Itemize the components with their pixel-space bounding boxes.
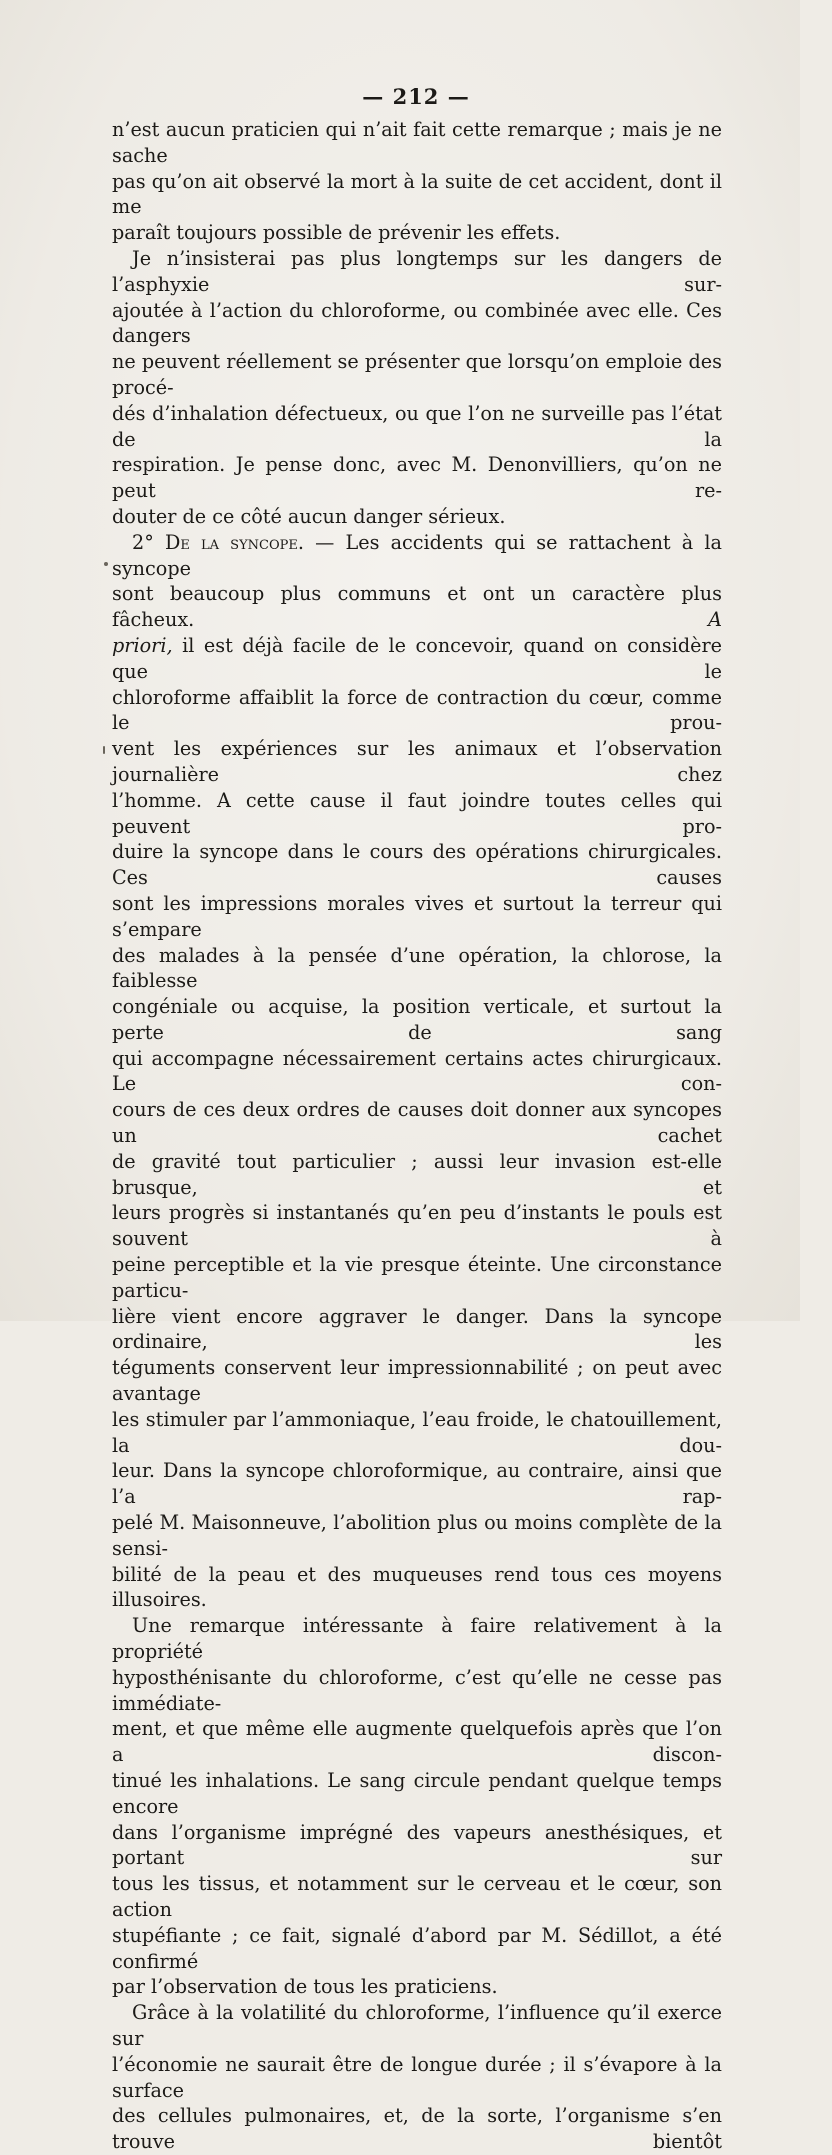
- text-line: douter de ce côté aucun danger sérieux.: [112, 504, 506, 528]
- text-line: par l’observation de tous les praticiens.: [112, 1975, 498, 1999]
- text-line: duire la syncope dans le cours des opérations chirurgicales. Ces causes: [112, 840, 722, 890]
- section-heading-line: [112, 530, 722, 582]
- text-line: pelé M. Maisonneuve, l’abolition plus ou moins complète de la sensi-: [112, 1511, 722, 1560]
- text-fragment: sont beaucoup plus communs et ont un caractère plus fâcheux.: [112, 582, 722, 632]
- paragraph-3: [112, 530, 722, 1613]
- paragraph-5: [112, 2000, 722, 2155]
- text-line: téguments conservent leur impressionnabilité ; on peut avec avantage: [112, 1356, 722, 1406]
- text-line: leur. Dans la syncope chloroformique, au contraire, ainsi que l’a rap-: [112, 1459, 722, 1509]
- paragraph-2: [112, 246, 722, 530]
- paragraph-4: [112, 1613, 722, 2000]
- text-line: lière vient encore aggraver le danger. Dans la syncope ordinaire, les: [112, 1304, 722, 1354]
- text-line: [112, 581, 722, 633]
- page-number: — 212 —: [362, 84, 470, 109]
- text-line: cours de ces deux ordres de causes doit donner aux syncopes un cachet: [112, 1098, 722, 1148]
- text-line: peine perceptible et la vie presque éteinte. Une circonstance particu-: [112, 1253, 722, 1302]
- text-line: dans l’organisme imprégné des vapeurs anesthésiques, et portant sur: [112, 1820, 722, 1870]
- text-line: Grâce à la volatilité du chloroforme, l’influence qu’il exerce sur: [112, 2001, 722, 2050]
- text-line: pas qu’on ait observé la mort à la suite de cet accident, dont il me: [112, 169, 722, 219]
- italic-phrase: A: [708, 608, 722, 632]
- text-fragment: — Les accidents qui se rattachent à la syncope: [112, 530, 722, 580]
- text-line: ne peuvent réellement se présenter que lorsqu’on emploie des procé-: [112, 350, 722, 399]
- body-text: [112, 117, 722, 2155]
- text-line: leurs progrès si instantanés qu’en peu d’instants le pouls est souvent à: [112, 1201, 722, 1251]
- text-line: des malades à la pensée d’une opération, la chlorose, la faiblesse: [112, 943, 722, 993]
- text-line: qui accompagne nécessairement certains actes chirurgicaux. Le con-: [112, 1046, 722, 1096]
- text-line: paraît toujours possible de prévenir les effets.: [112, 221, 561, 245]
- text-line: tous les tissus, et notamment sur le cerveau et le cœur, son action: [112, 1872, 722, 1921]
- text-line: Une remarque intéressante à faire relativement à la propriété: [112, 1614, 722, 1664]
- margin-dot: [104, 562, 108, 566]
- text-line: dés d’inhalation défectueux, ou que l’on ne surveille pas l’état de la: [112, 401, 722, 451]
- text-line: l’économie ne saurait être de longue durée ; il s’évapore à la surface: [112, 2052, 722, 2102]
- text-line: stupéfiante ; ce fait, signalé d’abord par M. Sédillot, a été confirmé: [112, 1923, 722, 1973]
- margin-dot: [103, 746, 105, 754]
- text-line: de gravité tout particulier ; aussi leur invasion est-elle brusque, et: [112, 1149, 722, 1199]
- text-line: ment, et que même elle augmente quelquefois après que l’on a discon-: [112, 1717, 722, 1767]
- text-line: vent les expériences sur les animaux et l’observation journalière chez: [112, 737, 722, 786]
- text-line: les stimuler par l’ammoniaque, l’eau froide, le chatouillement, la dou-: [112, 1407, 722, 1457]
- text-line: sont les impressions morales vives et surtout la terreur qui s’empare: [112, 891, 722, 941]
- text-line: l’homme. A cette cause il faut joindre toutes celles qui peuvent pro-: [112, 788, 722, 838]
- text-line: Je n’insisterai pas plus longtemps sur les dangers de l’asphyxie sur-: [112, 246, 722, 296]
- text-line: hyposthénisante du chloroforme, c’est qu’elle ne cesse pas immédiate-: [112, 1665, 722, 1715]
- section-number: 2°: [132, 530, 154, 554]
- italic-phrase: priori,: [112, 633, 173, 657]
- section-title: De la syncope.: [164, 530, 304, 554]
- text-fragment: il est déjà facile de le concevoir, quand on considère que le: [112, 633, 722, 683]
- text-line: respiration. Je pense donc, avec M. Denonvilliers, qu’on ne peut re-: [112, 453, 722, 503]
- text-line: ajoutée à l’action du chloroforme, ou combinée avec elle. Ces dangers: [112, 298, 722, 348]
- text-line: des cellules pulmonaires, et, de la sorte, l’organisme s’en trouve bientôt: [112, 2104, 722, 2154]
- text-line: tinué les inhalations. Le sang circule pendant quelque temps encore: [112, 1769, 722, 1818]
- text-line: congéniale ou acquise, la position verticale, et surtout la perte de sang: [112, 995, 722, 1044]
- text-line: [112, 633, 722, 685]
- paragraph-1: [112, 117, 722, 246]
- text-line: chloroforme affaiblit la force de contraction du cœur, comme le prou-: [112, 685, 722, 735]
- text-line: bilité de la peau et des muqueuses rend tous ces moyens illusoires.: [112, 1562, 722, 1612]
- text-line: n’est aucun praticien qui n’ait fait cette remarque ; mais je ne sache: [112, 118, 722, 167]
